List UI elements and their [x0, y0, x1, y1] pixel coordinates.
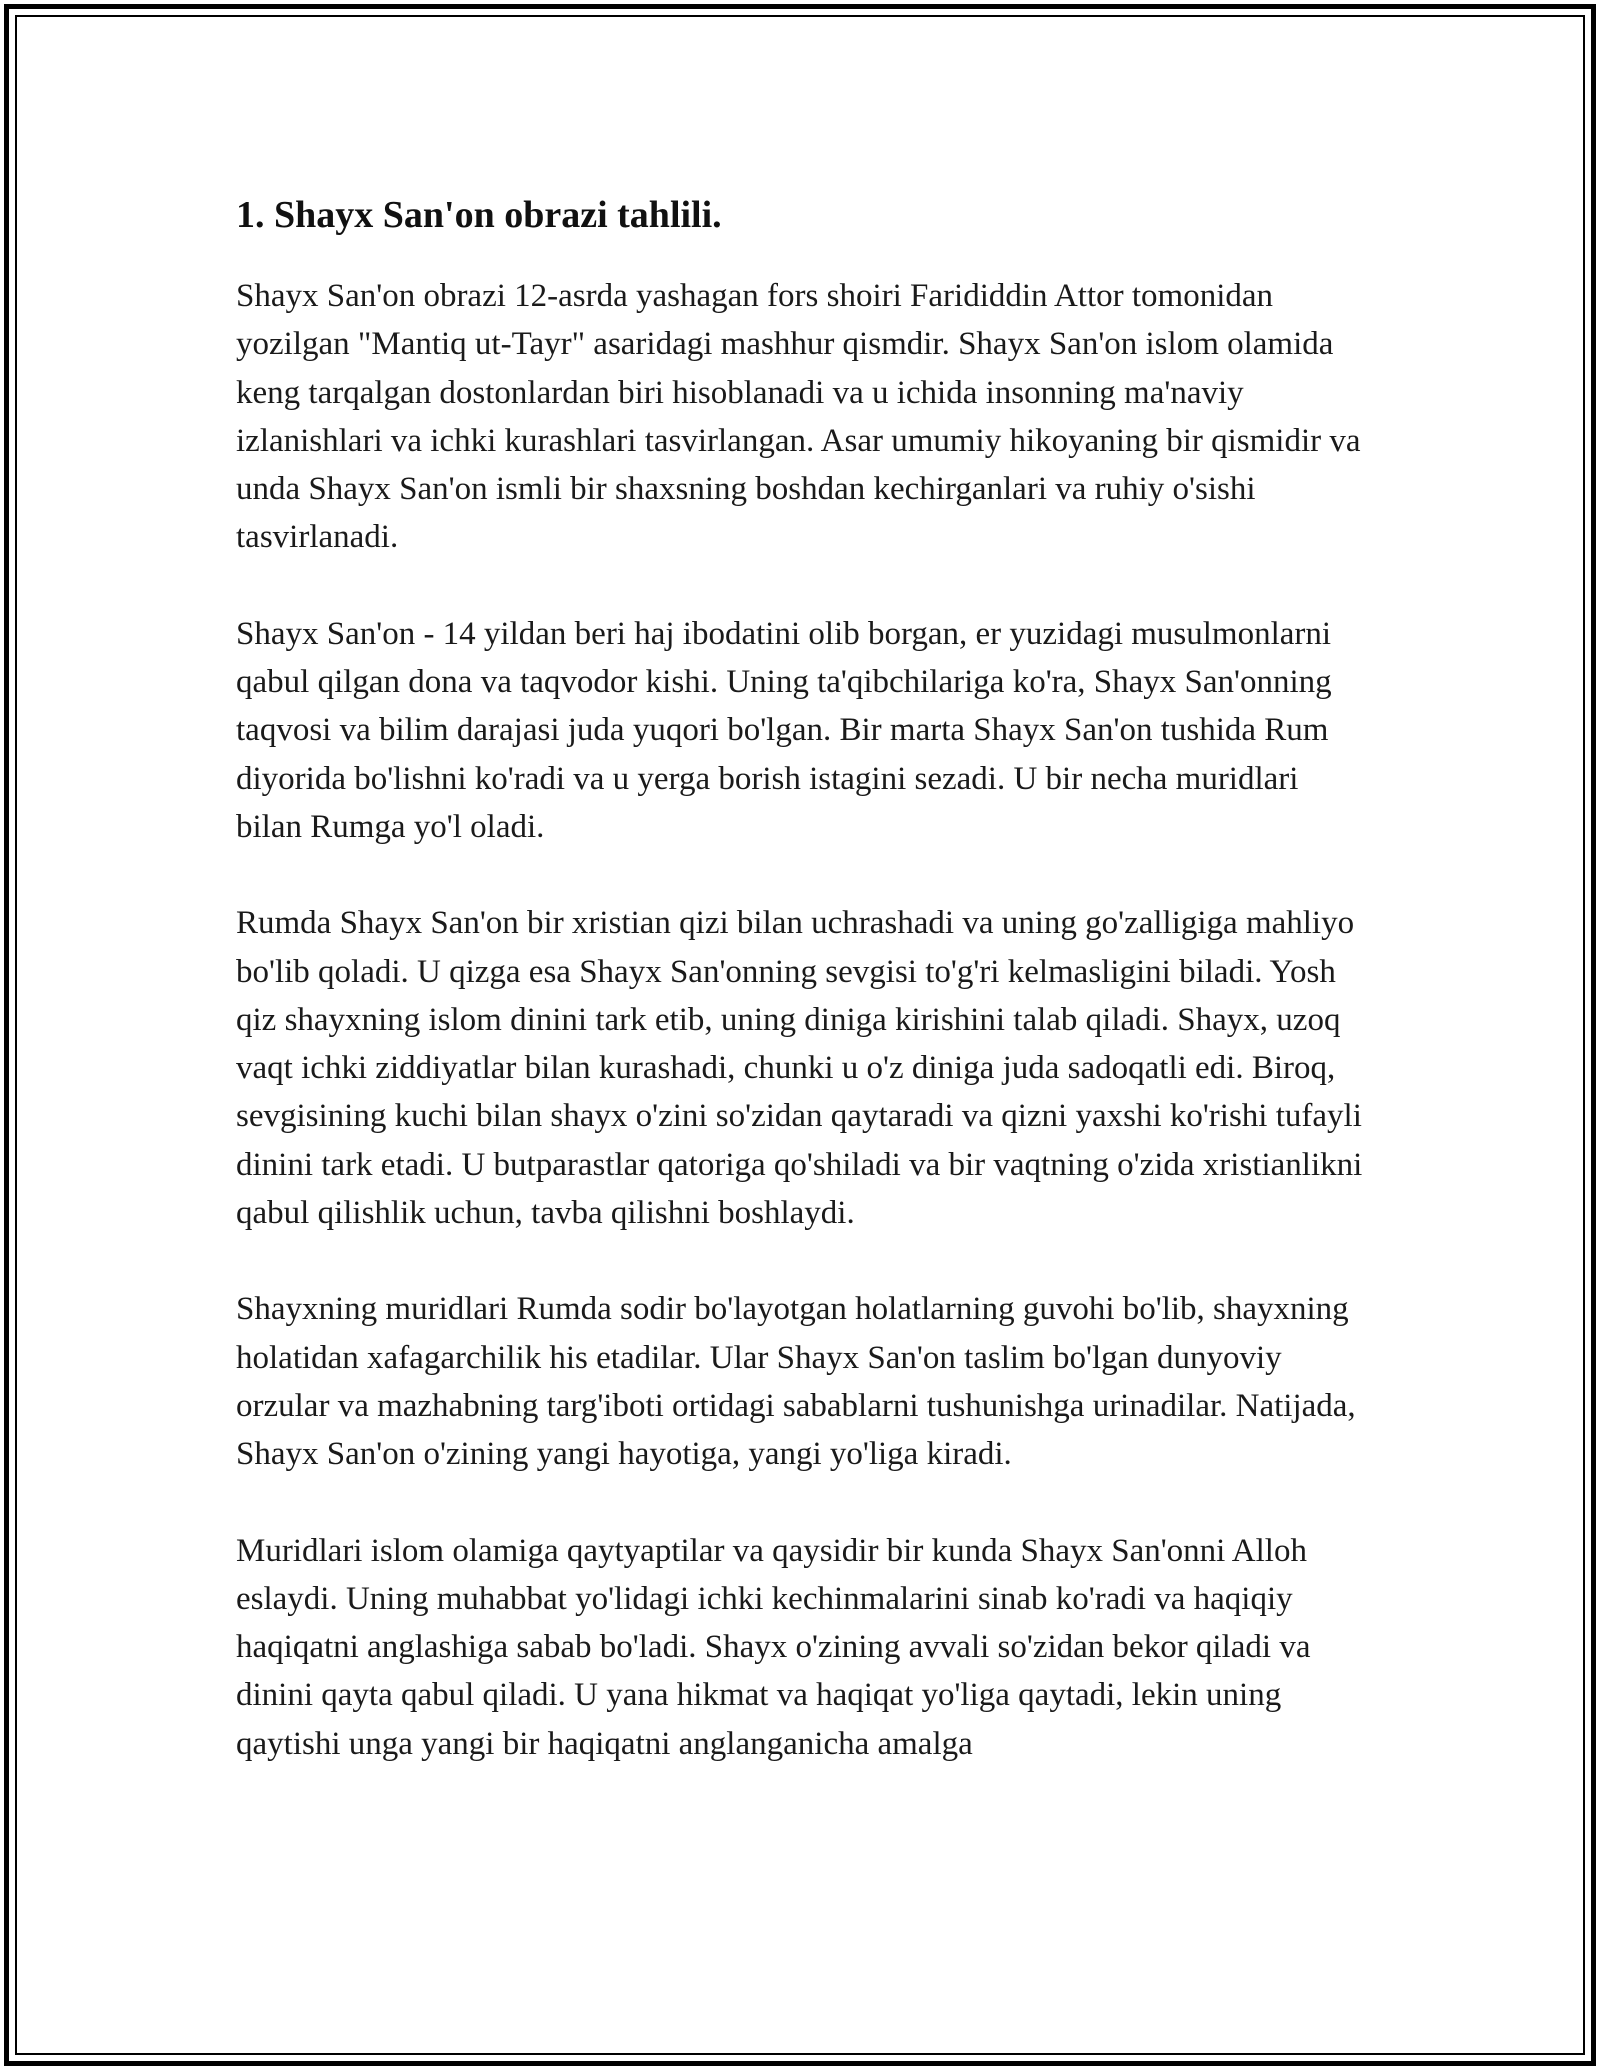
paragraph-4: Shayxning muridlari Rumda sodir bo'layotgan holatlarning guvohi bo'lib, shayxning holatidan xafagarchilik his etadilar. Ular Shayx San'on taslim bo'lgan dunyoviy orzular va mazhabning targ'iboti ortidagi sabablarni tushunishga urinadilar. Natijada, Shayx San'on o'zining yangi hayotiga, yangi yo'liga kiradi. — [236, 1291, 1356, 1473]
paragraph-3: Rumda Shayx San'on bir xristian qizi bilan uchrashadi va uning go'zalligiga mahliyo bo'lib qoladi. U qizga esa Shayx San'onning sevgisi to'g'ri kelmasligini biladi. Yosh qiz shayxning islom dinini tark etib, uning diniga kirishini talab qiladi. Shayx, uzoq vaqt ichki ziddiyatlar bilan kurashadi, chunki u o'z diniga juda sadoqatli edi. Biroq, sevgisining kuchi bilan shayx o'zini so'zidan qaytaradi va qizni yaxshi ko'rishi tufayli dinini tark etadi. U butparastlar qatoriga qo'shiladi va bir vaqtning o'zida xristianlikni qabul qilishlik uchun, tavba qilishni boshlaydi. — [236, 905, 1363, 1232]
paragraph-5: Muridlari islom olamiga qaytyaptilar va qaysidir bir kunda Shayx San'onni Alloh eslaydi. Uning muhabbat yo'lidagi ichki kechinmalarini sinab ko'radi va haqiqiy haqiqatni anglashiga sabab bo'ladi. Shayx o'zining avvali so'zidan bekor qiladi va dinini qayta qabul qiladi. U yana hikmat va haqiqat yo'liga qaytadi, lekin uning qaytishi unga yangi bir haqiqatni anglanganicha amalga — [236, 1532, 1311, 1762]
paragraph-1: Shayx San'on obrazi 12-asrda yashagan fors shoiri Farididdin Attor tomonidan yozilgan "Mantiq ut-Tayr" asaridagi mashhur qismdir. Shayx San'on islom olamida keng tarqalgan dostonlardan biri hisoblanadi va u ichida insonning ma'naviy izlanishlari va ichki kurashlari tasvirlangan. Asar umumiy hikoyaning bir qismidir va unda Shayx San'on ismli bir shaxsning boshdan kechirganlari va ruhiy o'sishi tasvirlanadi. — [236, 278, 1361, 556]
document-body — [236, 188, 1366, 1816]
document-title: 1. Shayx San'on obrazi tahlili. — [236, 194, 722, 236]
paragraph-2: Shayx San'on - 14 yildan beri haj ibodatini olib borgan, er yuzidagi musulmonlarni qabul qilgan dona va taqvodor kishi. Uning ta'qibchilariga ko'ra, Shayx San'onning taqvosi va bilim darajasi juda yuqori bo'lgan. Bir marta Shayx San'on tushida Rum diyorida bo'lishni ko'radi va u yerga borish istagini sezadi. U bir necha muridlari bilan Rumga yo'l oladi. — [236, 615, 1332, 845]
